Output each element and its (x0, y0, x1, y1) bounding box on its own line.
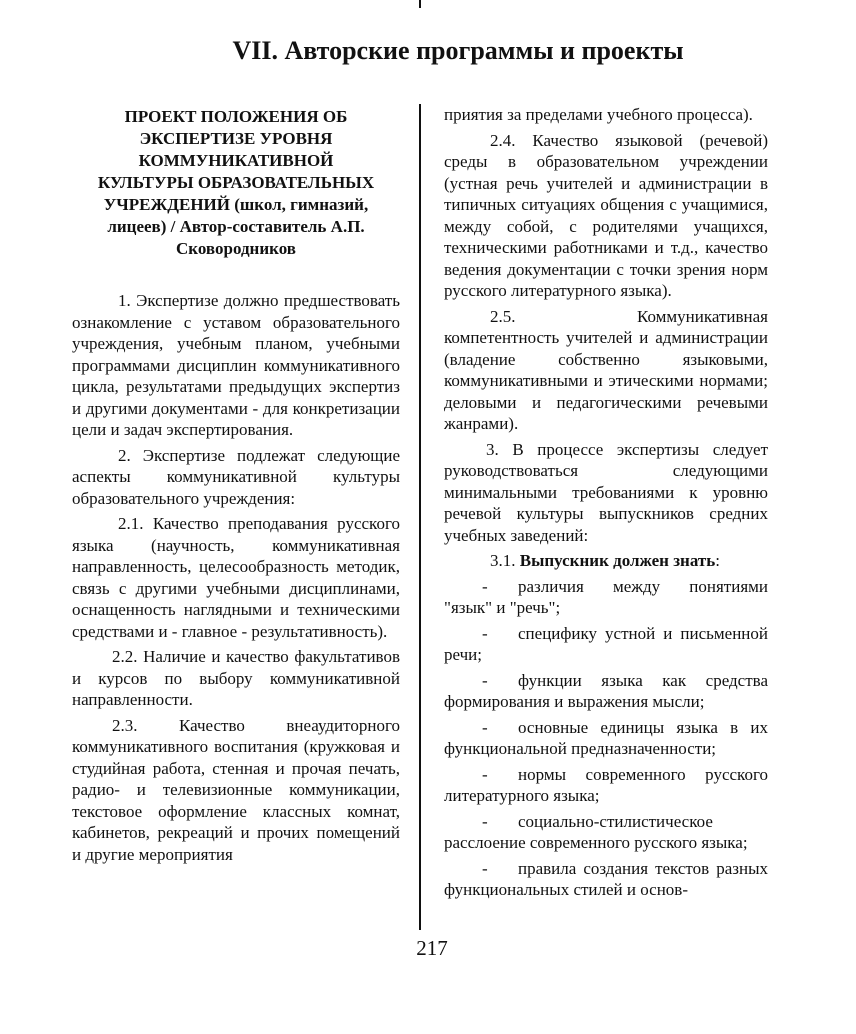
left-column (72, 106, 400, 869)
paragraph-3-1-bold: Выпускник должен знать (519, 551, 716, 570)
paragraph-3-1 (444, 550, 768, 572)
article-title-line: лицеев) / Автор-составитель А.П. (107, 217, 365, 236)
dash-marker: - (482, 670, 488, 690)
article-title (72, 106, 400, 260)
article-title-line: УЧРЕЖДЕНИЙ (школ, гимназий, (103, 195, 369, 214)
paragraph-2-2: 2.2. Наличие и качество факультативов и курсов по выбору коммуникативной направленности. (72, 647, 400, 709)
paragraph-2: 2. Экспертизе подлежат следующие аспекты коммуникативной культуры образовательного учреждения: (72, 445, 400, 508)
paragraph-3: 3. В процессе экспертизы следует руководствоваться следующими минимальными требованиями к уровню речевой культуры выпускников средних учебных заведений: (444, 439, 768, 545)
page-number: 217 (416, 936, 448, 960)
list-item (444, 670, 768, 713)
list-item (444, 811, 768, 854)
top-margin-tick (419, 0, 421, 8)
paragraph-2-5: 2.5. Коммуникативная компетентность учителей и администрации (владение собственно языковыми, коммуникативными и этическими нормами; деловыми и педагогическими речевыми жанрами). (444, 306, 768, 433)
list-item-text: правила создания текстов разных функциональных стилей и основ- (444, 858, 768, 899)
list-item (444, 623, 768, 666)
dash-marker: - (482, 717, 488, 737)
paragraph-2-3: 2.3. Качество внеаудиторного коммуникативного воспитания (кружковая и студийная работа, стенная и прочая печать, радио- и телевизионные коммуникации, текстовое оформление классных комнат, кабинетов, рекреаций и прочих помещений и другие мероприятия (72, 715, 400, 864)
article-title-line: Сковородников (176, 239, 296, 258)
list-item-text: различия между понятиями "язык" и "речь"; (444, 576, 768, 617)
dash-marker: - (482, 764, 488, 784)
dash-marker: - (482, 811, 488, 831)
article-title-line: КУЛЬТУРЫ ОБРАЗОВАТЕЛЬНЫХ (97, 173, 375, 192)
list-item-text: функции языка как средства формирования и выражения мысли; (444, 670, 768, 711)
dash-marker: - (482, 576, 488, 596)
list-item (444, 576, 768, 619)
list-item-text: основные единицы языка в их функциональной предназначенности; (444, 717, 768, 758)
article-title-line: ПРОЕКТ ПОЛОЖЕНИЯ ОБ (124, 107, 348, 126)
paragraph-2-3-continued: приятия за пределами учебного процесса). (444, 105, 753, 124)
list-item (444, 858, 768, 901)
paragraph-1: 1. Экспертизе должно предшествовать ознакомление с уставом образовательного учреждения, учебным планом, учебными программами дисциплин коммуникативного цикла, результатами предыдущих экспертиз и другими документами - для конкретизации цели и задач экспертирования. (72, 291, 400, 439)
section-title: VII. Авторские программы и проекты (232, 36, 684, 65)
right-column (444, 104, 768, 905)
dash-marker: - (482, 623, 488, 643)
paragraph-3-1-number: 3.1. (490, 551, 516, 570)
column-divider (419, 104, 421, 930)
paragraph-3-1-colon: : (715, 551, 720, 570)
list-item-text: социально-стилистическое расслоение современного русского языка; (444, 811, 748, 852)
list-item-text: специфику устной и письменной речи; (444, 623, 768, 664)
article-title-line: ЭКСПЕРТИЗЕ УРОВНЯ (139, 129, 333, 148)
list-item (444, 764, 768, 807)
paragraph-2-4: 2.4. Качество языковой (речевой) среды в образовательном учреждении (устная речь учителей и администрации в типичных ситуациях общения с учащимися, между собой, с родителями учащихся, техническими работниками и т.д., качество ведения документации с точки зрения норм русского литературного языка). (444, 130, 768, 300)
paragraph-2-1: 2.1. Качество преподавания русского языка (научность, коммуникативная направленность, целесообразность методик, связь с другими учебными дисциплинами, оснащенность наглядными и техническими средствами и - главное - результативность). (72, 514, 400, 641)
dash-marker: - (482, 858, 488, 878)
article-title-line: КОММУНИКАТИВНОЙ (138, 151, 334, 170)
list-item (444, 717, 768, 760)
list-item-text: нормы современного русского литературного языка; (444, 764, 768, 805)
